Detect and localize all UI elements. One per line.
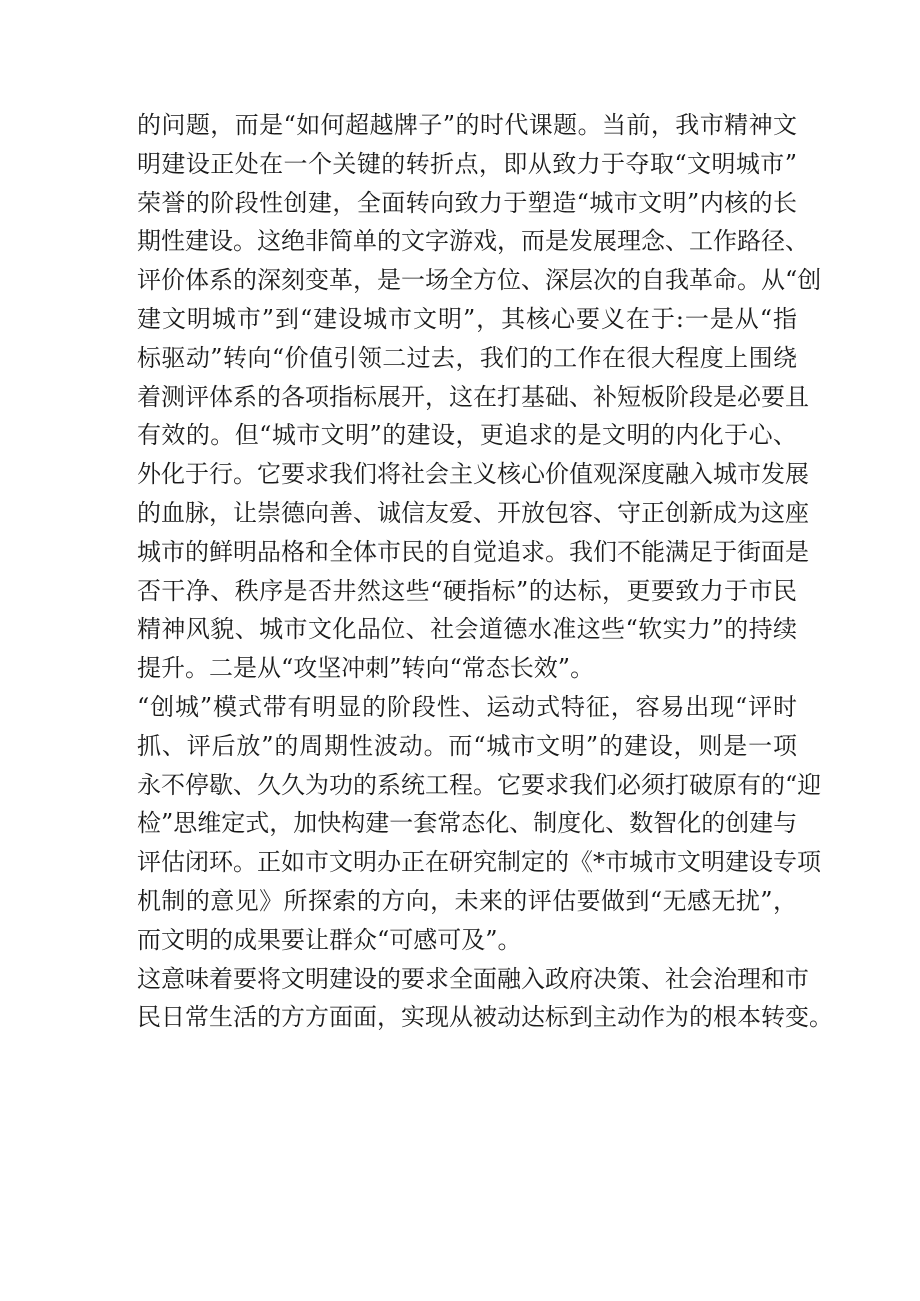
text-line: 外化于行。它要求我们将社会主义核心价值观深度融入城市发展 <box>137 460 809 489</box>
text-line: 民日常生活的方方面面，实现从被动达标到主动作为的根本转变。 <box>137 1003 833 1032</box>
text-line: 标驱动”转向“价值引领二过去，我们的工作在很大程度上围绕 <box>137 343 797 372</box>
text-line: 机制的意见》所探索的方向，未来的评估要做到“无感无扰”， <box>137 886 797 915</box>
text-line: 永不停歇、久久为功的系统工程。它要求我们必须打破原有的“迎 <box>137 770 822 799</box>
text-line: 明建设正处在一个关键的转折点，即从致力于夺取“文明城市” <box>137 149 797 178</box>
text-line: 评估闭环。正如市文明办正在研究制定的《*市城市文明建设专项 <box>137 848 821 877</box>
text-line: 的问题，而是“如何超越牌子”的时代课题。当前，我市精神文 <box>137 111 797 139</box>
text-line: 的血脉，让崇德向善、诚信友爱、开放包容、守正创新成为这座 <box>137 498 809 527</box>
text-line: 城市的鲜明品格和全体市民的自觉追求。我们不能满足于街面是 <box>137 537 809 566</box>
text-line: 有效的。但“城市文明”的建设，更追求的是文明的内化于心、 <box>137 421 797 450</box>
text-line: 期性建设。这绝非简单的文字游戏，而是发展理念、工作路径、 <box>137 227 809 256</box>
text-line: 这意味着要将文明建设的要求全面融入政府决策、社会治理和市 <box>137 964 809 993</box>
text-line: 精神风貌、城市文化品位、社会道德水准这些“软实力”的持续 <box>137 615 797 644</box>
text-line: 评价体系的深刻变革，是一场全方位、深层次的自我革命。从“创 <box>137 266 822 295</box>
text-line: 荣誉的阶段性创建，全面转向致力于塑造“城市文明”内核的长 <box>137 188 797 217</box>
body-text <box>137 106 833 1037</box>
text-line: “创城”模式带有明显的阶段性、运动式特征，容易出现“评时 <box>137 692 797 721</box>
text-line: 否干净、秩序是否井然这些“硬指标”的达标，更要致力于市民 <box>137 576 797 605</box>
text-line: 着测评体系的各项指标展开，这在打基础、补短板阶段是必要且 <box>137 382 809 411</box>
text-line: 检”思维定式，加快构建一套常态化、制度化、数智化的创建与 <box>137 809 798 838</box>
text-line: 抓、评后放”的周期性波动。而“城市文明”的建设，则是一项 <box>137 731 797 760</box>
text-line: 提升。二是从“攻坚冲刺”转向“常态长效”。 <box>137 654 595 683</box>
text-line: 而文明的成果要让群众“可感可及”。 <box>137 925 522 954</box>
text-line: 建文明城市”到“建设城市文明”，其核心要义在于:一是从“指 <box>137 304 797 333</box>
